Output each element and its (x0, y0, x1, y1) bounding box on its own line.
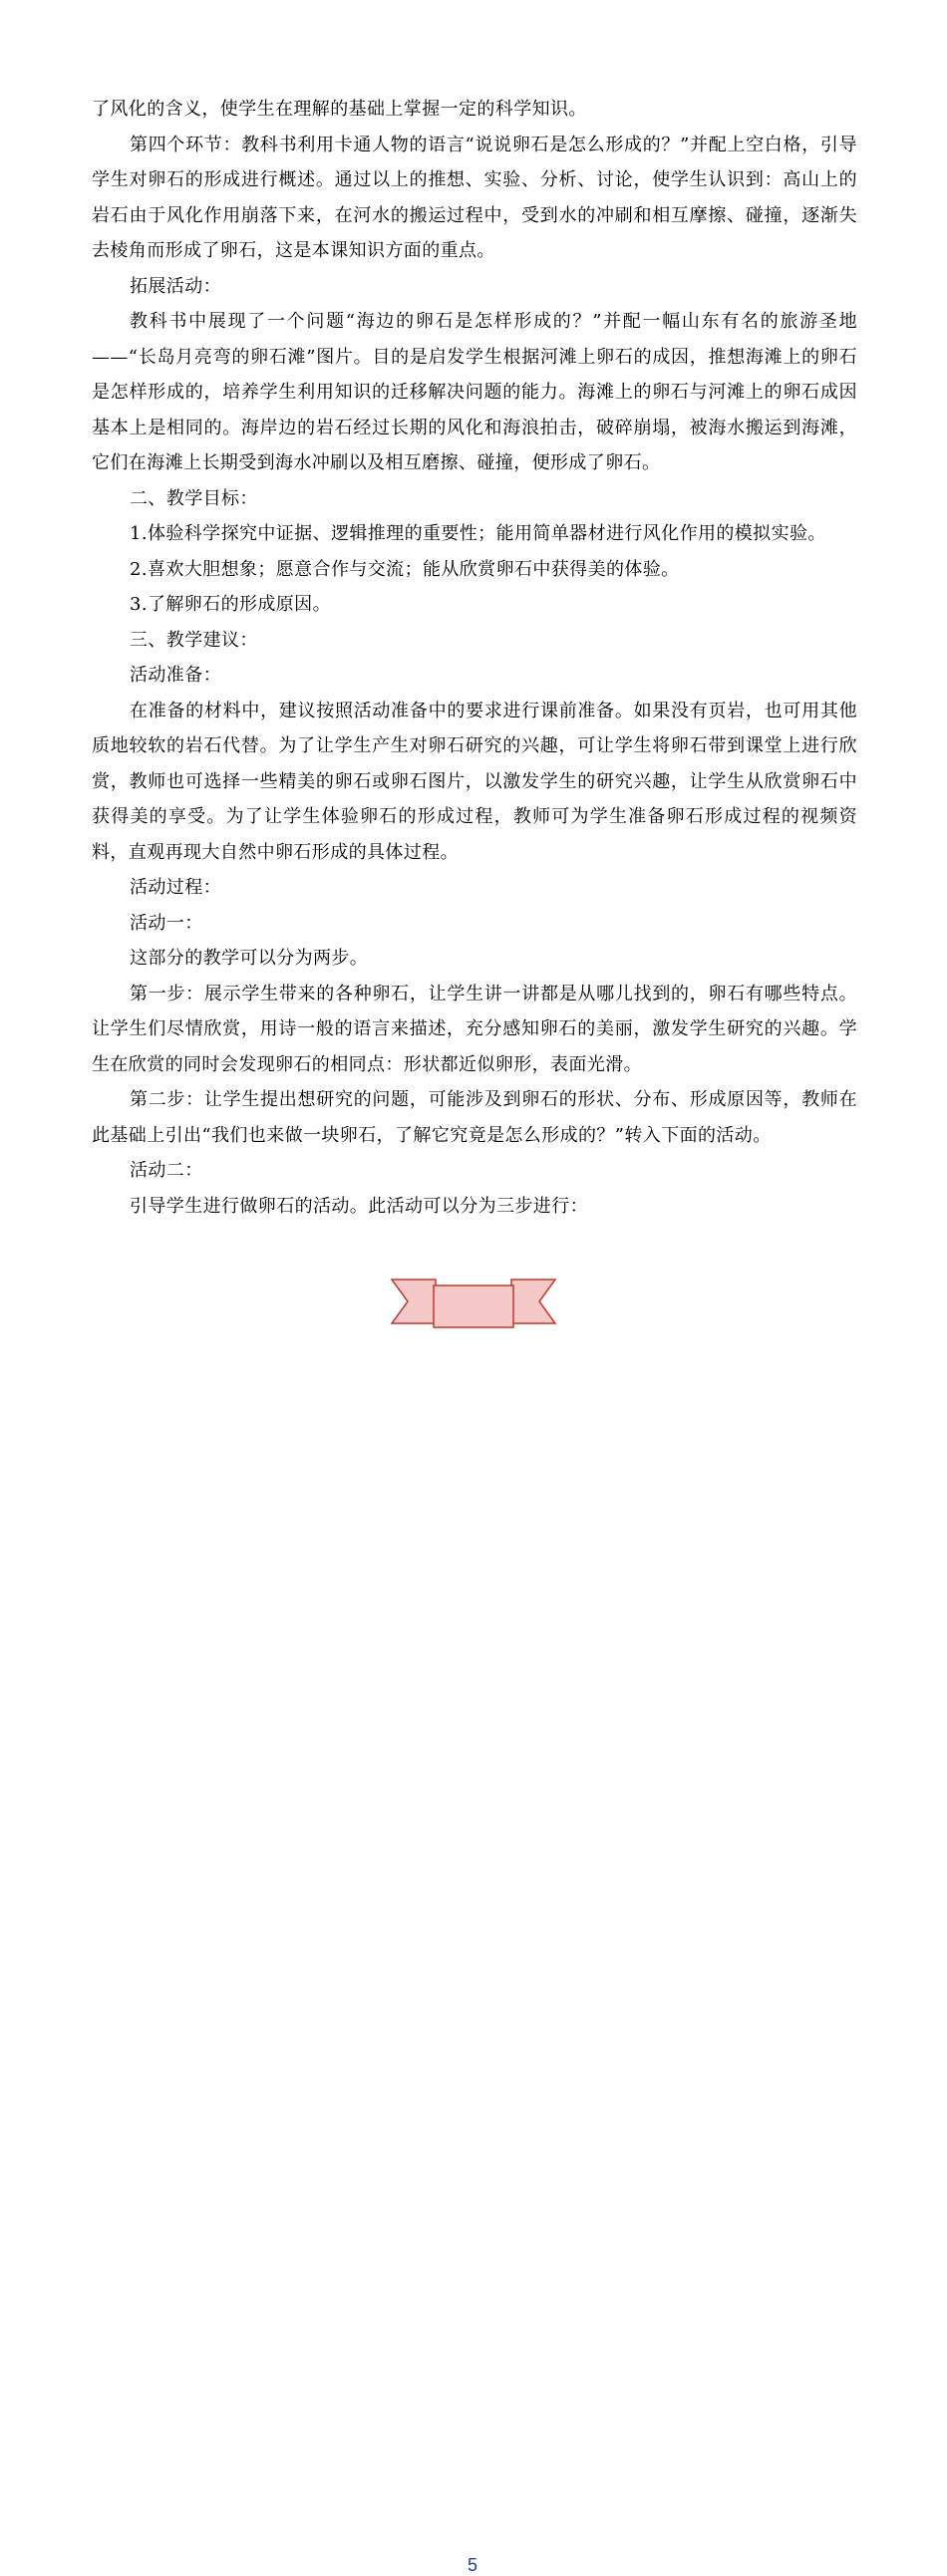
document-body (92, 92, 857, 1224)
paragraph-two-steps: 这部分的教学可以分为两步。 (130, 948, 369, 969)
paragraph-step-two: 第二步：让学生提出想研究的问题，可能涉及到卵石的形状、分布、形成原因等，教师在此基础上引出“我们也来做一块卵石，了解它究竟是怎么形成的？”转入下面的活动。 (92, 1089, 857, 1146)
paragraph-extension: 教科书中展现了一个问题“海边的卵石是怎样形成的？”并配一幅山东有名的旅游圣地——“长岛月亮弯的卵石滩”图片。目的是启发学生根据河滩上卵石的成因，推想海滩上的卵石是怎样形成的，培养学生利用知识的迁移解决问题的能力。海滩上的卵石与河滩上的卵石成因基本上是相同的。海岸边的岩石经过长期的风化和海浪拍击，破碎崩塌，被海水搬运到海滩，它们在海滩上长期受到海水冲刷以及相互磨擦、碰撞，便形成了卵石。 (92, 311, 857, 473)
heading-activity-process: 活动过程： (130, 877, 221, 898)
paragraph-continuation: 了风化的含义，使学生在理解的基础上掌握一定的科学知识。 (92, 99, 587, 120)
page-footer (0, 1264, 947, 2575)
heading-activity-preparation: 活动准备： (130, 665, 221, 686)
heading-extension-activity: 拓展活动： (130, 275, 221, 297)
heading-activity-one: 活动一： (130, 912, 203, 934)
goal-item-3: 3.了解卵石的形成原因。 (130, 594, 331, 615)
paragraph-fourth-step: 第四个环节：教科书利用卡通人物的语言“说说卵石是怎么形成的？”并配上空白格，引导学生对卵石的形成进行概述。通过以上的推想、实验、分析、讨论，使学生认识到：高山上的岩石由于风化作用崩落下来，在河水的搬运过程中，受到水的冲刷和相互摩擦、碰撞，逐渐失去棱角而形成了卵石，这是本课知识方面的重点。 (92, 134, 857, 261)
heading-teaching-goals: 二、教学目标： (130, 487, 258, 509)
heading-teaching-suggestions: 三、教学建议： (130, 629, 258, 651)
page-number-ribbon-icon (384, 1268, 563, 1335)
goal-item-1: 1.体验科学探究中证据、逻辑推理的重要性；能用简单器材进行风化作用的模拟实验。 (130, 523, 826, 544)
paragraph-step-one: 第一步：展示学生带来的各种卵石，让学生讲一讲都是从哪儿找到的，卵石有哪些特点。让学生们尽情欣赏，用诗一般的语言来描述，充分感知卵石的美丽，激发学生研究的兴趣。学生在欣赏的同时会发现卵石的相同点：形状都近似卵形，表面光滑。 (92, 983, 857, 1075)
paragraph-preparation: 在准备的材料中，建议按照活动准备中的要求进行课前准备。如果没有页岩，也可用其他质地较软的岩石代替。为了让学生产生对卵石研究的兴趣，可让学生将卵石带到课堂上进行欣赏，教师也可选择一些精美的卵石或卵石图片，以激发学生的研究兴趣，让学生从欣赏卵石中获得美的享受。为了让学生体验卵石的形成过程，教师可为学生准备卵石形成过程的视频资料，直观再现大自然中卵石形成的具体过程。 (92, 700, 857, 863)
heading-activity-two: 活动二： (130, 1160, 203, 1181)
goal-item-2: 2.喜欢大胆想象；愿意合作与交流；能从欣赏卵石中获得美的体验。 (130, 558, 680, 580)
page-number: 5 (467, 2555, 477, 2575)
paragraph-activity-two: 引导学生进行做卵石的活动。此活动可以分为三步进行： (130, 1195, 588, 1217)
